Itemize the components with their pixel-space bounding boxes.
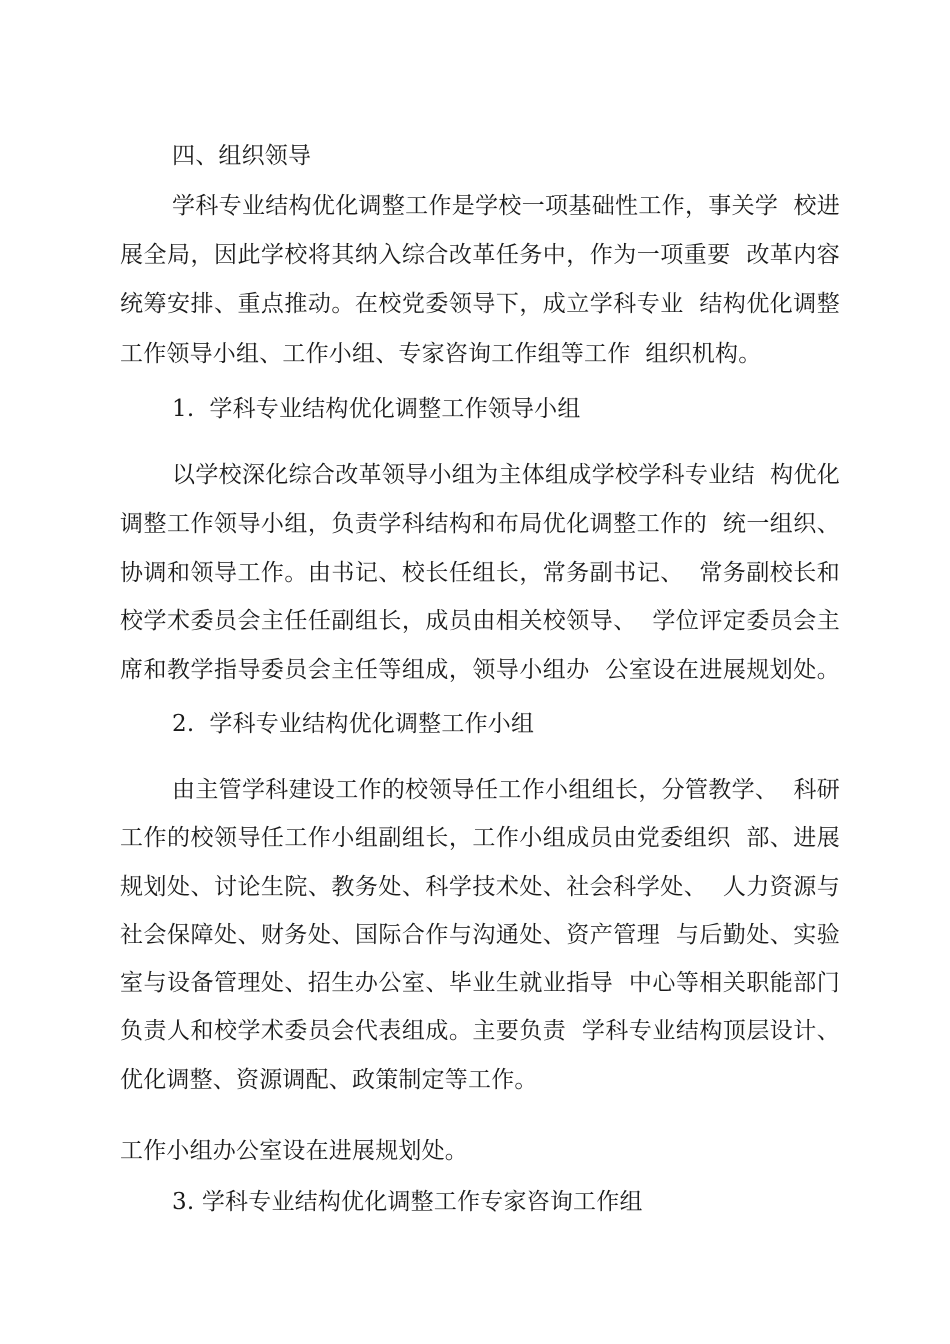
item2-trailing-line: 工作小组办公室设在进展规划处。	[120, 1138, 468, 1164]
item2-heading: 2. 学科专业结构优化调整工作小组	[172, 711, 535, 737]
item2-line-1: 由主管学科建设工作的校领导任工作小组组长，分管教学、 科研	[172, 777, 840, 803]
section-heading: 四、组织领导	[172, 143, 312, 169]
item1-line-2: 调整工作领导小组，负责学科结构和布局优化调整工作的 统一组织、	[120, 511, 840, 537]
item1-line-1: 以学校深化综合改革领导小组为主体组成学校学科专业结 构优化	[172, 462, 840, 488]
item2-line-3: 规划处、讨论生院、教务处、科学技术处、社会科学处、 人力资源与	[120, 874, 840, 900]
item1-line-5: 席和教学指导委员会主任等组成，领导小组办 公室设在进展规划处。	[120, 657, 840, 683]
item2-line-6: 负责人和校学术委员会代表组成。主要负责 学科专业结构顶层设计、	[120, 1018, 840, 1044]
intro-line-1: 学科专业结构优化调整工作是学校一项基础性工作，事关学 校进	[172, 193, 840, 219]
item1-line-3: 协调和领导工作。由书记、校长任组长，常务副书记、 常务副校长和	[120, 560, 840, 586]
item1-heading: 1. 学科专业结构优化调整工作领导小组	[172, 396, 581, 422]
item2-line-2: 工作的校领导任工作小组副组长，工作小组成员由党委组织 部、进展	[120, 825, 840, 851]
item3-heading: 3. 学科专业结构优化调整工作专家咨询工作组	[172, 1189, 643, 1215]
intro-line-4: 工作领导小组、工作小组、专家咨询工作组等工作 组织机构。	[120, 341, 762, 367]
item2-line-5: 室与设备管理处、招生办公室、毕业生就业指导 中心等相关职能部门	[120, 970, 840, 996]
item1-line-4: 校学术委员会主任任副组长，成员由相关校领导、 学位评定委员会主	[120, 608, 840, 634]
intro-line-2: 展全局，因此学校将其纳入综合改革任务中，作为一项重要 改革内容	[120, 242, 840, 268]
item2-line-4: 社会保障处、财务处、国际合作与沟通处、资产管理 与后勤处、实验	[120, 922, 840, 948]
intro-line-3: 统筹安排、重点推动。在校党委领导下，成立学科专业 结构优化调整	[120, 291, 840, 317]
item2-line-7: 优化调整、资源调配、政策制定等工作。	[120, 1067, 538, 1093]
